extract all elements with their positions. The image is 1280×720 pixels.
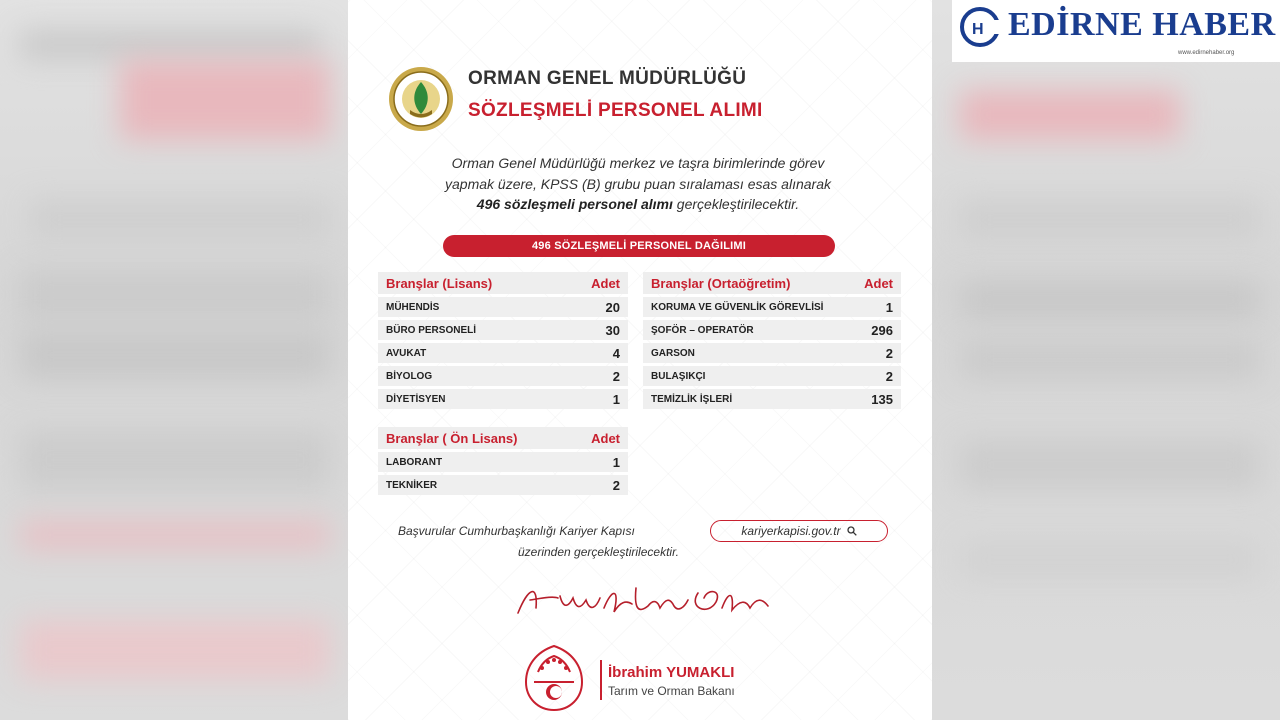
row-value: 2 xyxy=(885,345,893,361)
table-row xyxy=(643,366,901,386)
row-label: LABORANT xyxy=(386,456,443,468)
table-row xyxy=(378,389,628,409)
row-label: BİYOLOG xyxy=(386,370,433,382)
table-header xyxy=(643,272,901,294)
row-label: BÜRO PERSONELİ xyxy=(386,324,477,336)
brand-url: www.edirnehaber.org xyxy=(1178,50,1235,56)
brand-name: EDİRNE HABER xyxy=(1008,6,1276,43)
column-branch: Branşlar (Ortaöğretim) xyxy=(651,275,791,291)
table-row xyxy=(643,320,901,340)
row-value: 20 xyxy=(605,299,620,315)
divider-line xyxy=(600,660,602,700)
row-label: TEKNİKER xyxy=(386,479,438,491)
handwritten-signature-icon xyxy=(508,568,778,628)
row-label: AVUKAT xyxy=(386,347,427,359)
intro-line-2: yapmak üzere, KPSS (B) grubu puan sıralaması esas alınarak xyxy=(445,175,831,192)
column-count: Adet xyxy=(864,275,893,291)
column-count: Adet xyxy=(591,430,620,446)
table-row xyxy=(643,297,901,317)
intro-line-3-rest: gerçekleştirilecektir. xyxy=(672,196,800,212)
ministry-emblem-icon xyxy=(518,642,590,714)
row-label: TEMİZLİK İŞLERİ xyxy=(651,393,733,405)
intro-line-3 xyxy=(388,194,888,215)
row-value: 1 xyxy=(612,391,620,407)
application-text-line-2: üzerinden gerçekleştirilecektir. xyxy=(518,545,679,559)
row-value: 2 xyxy=(612,368,620,384)
search-icon xyxy=(847,526,857,536)
table-onlisans xyxy=(378,427,628,495)
minister-name: İbrahim YUMAKLI xyxy=(608,664,735,681)
row-label: DİYETİSYEN xyxy=(386,393,446,405)
table-lisans xyxy=(378,272,628,409)
row-value: 2 xyxy=(612,477,620,493)
eh-logo-icon xyxy=(958,6,1006,48)
table-row xyxy=(378,366,628,386)
row-label: ŞOFÖR – OPERATÖR xyxy=(651,324,754,336)
intro-highlight: 496 sözleşmeli personel alımı xyxy=(476,196,673,212)
row-value: 296 xyxy=(871,322,893,338)
column-branch: Branşlar (Lisans) xyxy=(386,275,493,291)
table-header xyxy=(378,272,628,294)
row-value: 30 xyxy=(605,322,620,338)
row-label: KORUMA VE GÜVENLİK GÖREVLİSİ xyxy=(651,301,824,313)
row-label: MÜHENDİS xyxy=(386,301,440,313)
distribution-banner: 496 SÖZLEŞMELİ PERSONEL DAĞILIMI xyxy=(443,235,835,257)
kariyer-kapisi-search-box xyxy=(710,520,888,542)
edirne-haber-watermark xyxy=(952,0,1280,62)
page-subtitle: SÖZLEŞMELİ PERSONEL ALIMI xyxy=(468,100,763,121)
table-header xyxy=(378,427,628,449)
table-ortaogretim xyxy=(643,272,901,409)
table-row xyxy=(378,452,628,472)
row-value: 2 xyxy=(885,368,893,384)
announcement-poster xyxy=(348,0,932,720)
minister-title: Tarım ve Orman Bakanı xyxy=(608,684,735,698)
table-row xyxy=(378,343,628,363)
row-value: 1 xyxy=(612,454,620,470)
row-label: GARSON xyxy=(651,347,695,359)
svg-text:H: H xyxy=(972,21,984,38)
table-row xyxy=(378,475,628,495)
intro-paragraph xyxy=(388,153,888,215)
column-branch: Branşlar ( Ön Lisans) xyxy=(386,430,518,446)
ogm-seal-icon xyxy=(388,66,454,132)
table-row xyxy=(643,389,901,409)
kariyer-site-text: kariyerkapisi.gov.tr xyxy=(741,524,841,538)
intro-line-1: Orman Genel Müdürlüğü merkez ve taşra birimlerinde görev xyxy=(451,155,825,171)
row-value: 135 xyxy=(871,391,893,407)
row-value: 1 xyxy=(885,299,893,315)
row-label: BULAŞIKÇI xyxy=(651,370,706,382)
row-value: 4 xyxy=(612,345,620,361)
application-text-line-1: Başvurular Cumhurbaşkanlığı Kariyer Kapısı xyxy=(398,524,635,538)
table-row xyxy=(378,320,628,340)
table-row xyxy=(378,297,628,317)
page-title: ORMAN GENEL MÜDÜRLÜĞÜ xyxy=(468,68,747,89)
column-count: Adet xyxy=(591,275,620,291)
table-row xyxy=(643,343,901,363)
